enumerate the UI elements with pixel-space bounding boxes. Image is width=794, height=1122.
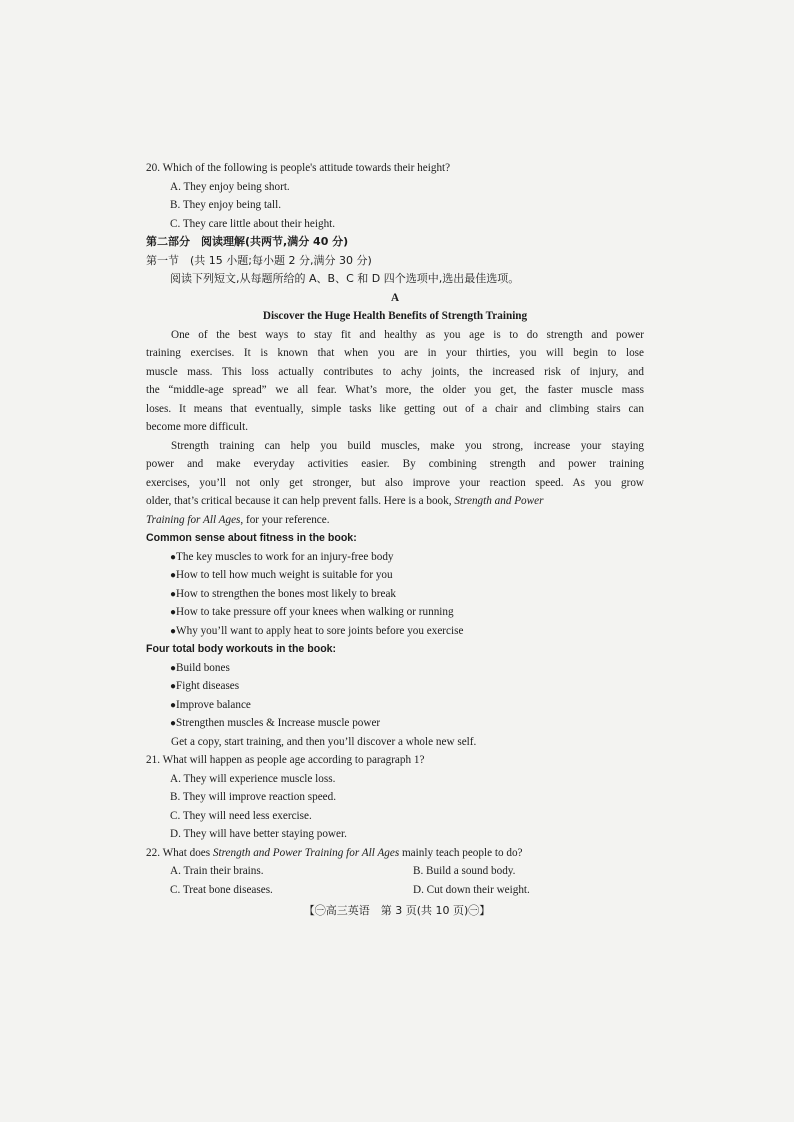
- p2-line-end: [146, 511, 644, 530]
- common-item: ●How to strengthen the bones most likely to break: [170, 587, 397, 600]
- book-title-part1: Strength and Power: [454, 495, 544, 507]
- p2-line-with-book: [146, 492, 644, 511]
- q21-question: 21. What will happen as people age according to paragraph 1?: [146, 754, 425, 766]
- q21-option-b: B. They will improve reaction speed.: [170, 791, 337, 803]
- bullet-icon: ●: [170, 625, 177, 637]
- p1-line: the “middle-age spread” we all fear. What’s more, the older you get, the faster muscle mass: [146, 384, 644, 396]
- p2-line: power and make everyday activities easier. By combining strength and power training: [146, 458, 644, 470]
- common-item: ●How to tell how much weight is suitable for you: [170, 569, 393, 581]
- p1-line: muscle mass. This loss actually contributes to achy joints, the increased risk of injury, and: [146, 365, 644, 378]
- q22-question: 22. What does Strength and Power Training for All Ages mainly teach people to do?: [146, 846, 523, 859]
- p1-line: training exercises. It is known that when you are in your thirties, you will begin to lose: [146, 347, 644, 359]
- q22-option-b: B. Build a sound body.: [413, 865, 516, 877]
- passage-label: A: [390, 291, 400, 304]
- bullet-icon: ●: [170, 681, 177, 692]
- q22-book-title: Strength and Power Training for All Ages: [212, 846, 400, 859]
- bullet-icon: ●: [170, 570, 177, 581]
- workout-item: ●Improve balance: [170, 698, 251, 711]
- section1-heading: 第一节 (共 15 小题;每小题 2 分,满分 30 分): [146, 253, 372, 267]
- page-footer: 【㊀高三英语 第 3 页(共 10 页)㊀】: [303, 904, 491, 917]
- common-sense-heading: Common sense about fitness in the book:: [146, 532, 357, 544]
- passage-title: Discover the Huge Health Benefits of Strength Training: [262, 310, 528, 322]
- q22-option-d: D. Cut down their weight.: [413, 883, 530, 896]
- q20-question: 20. Which of the following is people's attitude towards their height?: [146, 162, 451, 174]
- p1-line: One of the best ways to stay fit and healthy as you age is to do strength and power: [171, 328, 644, 341]
- book-title-part2: Training for All Ages: [146, 513, 241, 526]
- p1-line: loses. It means that eventually, simple tasks like getting out of a chair and climbing stairs can: [146, 402, 644, 415]
- bullet-icon: ●: [170, 662, 177, 674]
- bullet-icon: ●: [170, 588, 177, 600]
- q22-option-a: A. Train their brains.: [170, 865, 264, 877]
- common-item: ●How to take pressure off your knees when walking or running: [170, 606, 454, 618]
- q20-option-a: A. They enjoy being short.: [170, 180, 290, 193]
- common-item: ●The key muscles to work for an injury-free body: [170, 550, 394, 563]
- p1-line: become more difficult.: [146, 421, 248, 433]
- part2-heading: 第二部分 阅读理解(共两节,满分 40 分): [146, 235, 349, 248]
- bullet-icon: ●: [170, 607, 177, 618]
- bullet-icon: ●: [170, 699, 177, 711]
- closing-line: Get a copy, start training, and then you’ll discover a whole new self.: [171, 735, 477, 748]
- p2-end-text: , for your reference.: [240, 513, 330, 526]
- bullet-icon: ●: [170, 551, 177, 563]
- q20-option-b: B. They enjoy being tall.: [170, 199, 282, 211]
- p2-line: Strength training can help you build muscles, make you strong, increase your staying: [171, 439, 644, 452]
- q21-option-c: C. They will need less exercise.: [170, 809, 312, 822]
- common-item: ●Why you’ll want to apply heat to sore joints before you exercise: [170, 624, 464, 637]
- bullet-icon: ●: [170, 718, 177, 729]
- q22-options-row2: [146, 881, 644, 900]
- workout-item: ●Strengthen muscles & Increase muscle power: [170, 717, 381, 729]
- q21-option-d: D. They will have better staying power.: [170, 828, 347, 840]
- workouts-heading: Four total body workouts in the book:: [146, 643, 337, 655]
- page-content: [146, 159, 644, 899]
- q22-option-c: C. Treat bone diseases.: [170, 883, 273, 896]
- q22-options-row1: [146, 862, 644, 881]
- workout-item: ●Build bones: [170, 661, 230, 674]
- q20-option-c: C. They care little about their height.: [170, 217, 336, 230]
- p2-line-text: older, that’s critical because it can help prevent falls. Here is a book,: [146, 495, 452, 507]
- workout-item: ●Fight diseases: [170, 680, 240, 692]
- instruction: 阅读下列短文,从每题所给的 A、B、C 和 D 四个选项中,选出最佳选项。: [170, 272, 520, 285]
- p2-line: exercises, you’ll not only get stronger, but also improve your reaction speed. As you grow: [146, 476, 644, 489]
- q21-option-a: A. They will experience muscle loss.: [170, 772, 336, 785]
